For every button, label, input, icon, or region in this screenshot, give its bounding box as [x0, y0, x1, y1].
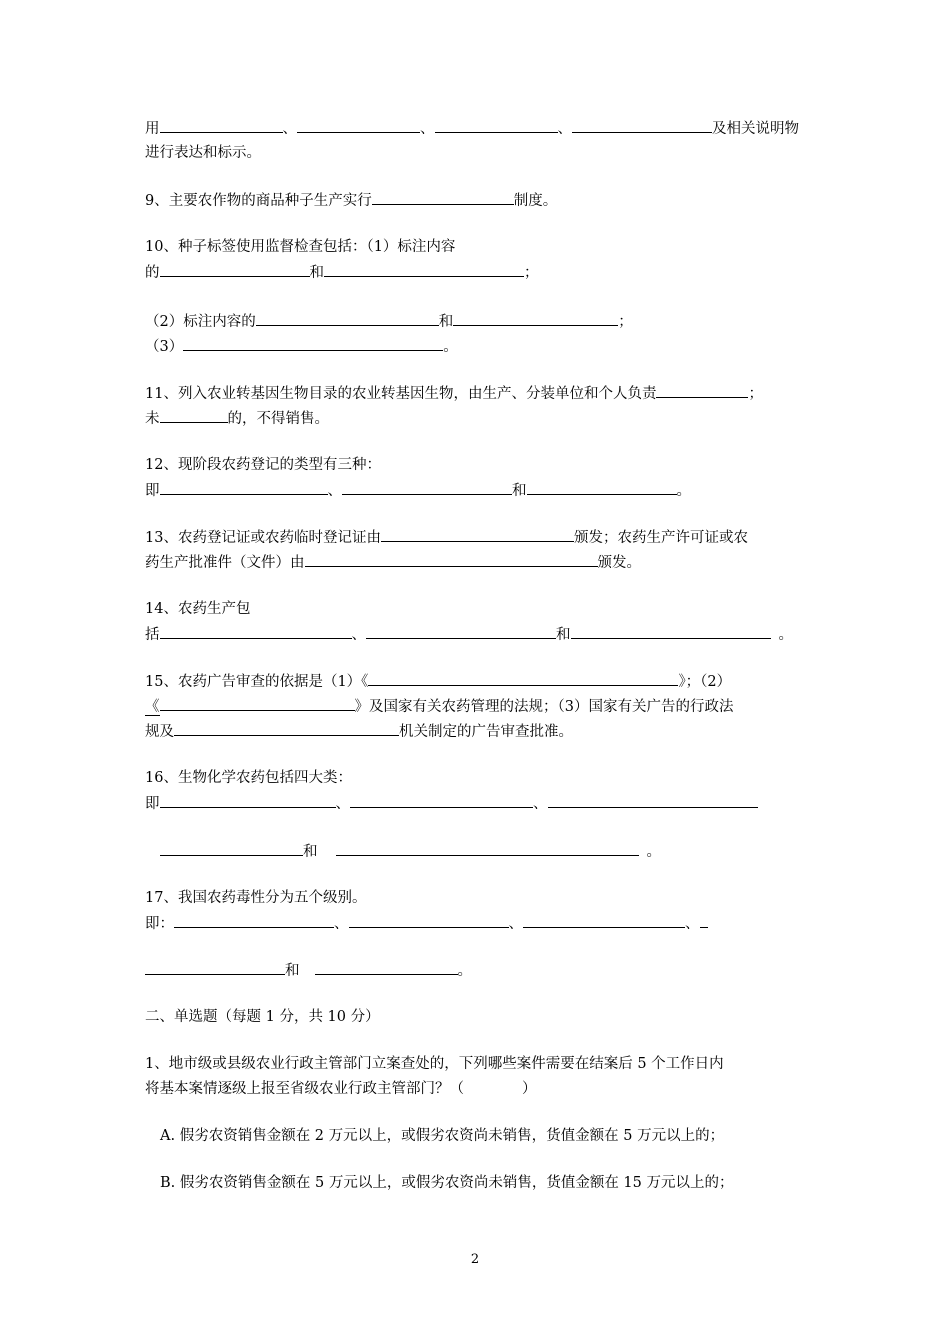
answer-blank[interactable]	[315, 960, 458, 975]
answer-blank[interactable]	[160, 118, 283, 133]
answer-blank[interactable]	[183, 336, 443, 351]
text: 和	[512, 483, 527, 499]
text: 用	[145, 121, 160, 137]
text: （2）标注内容的	[145, 314, 256, 330]
answer-blank[interactable]	[349, 913, 509, 928]
text: 、	[327, 483, 342, 499]
q10-line4	[145, 336, 458, 357]
text: 、	[533, 796, 548, 812]
text: 药生产批准件（文件）由	[145, 555, 305, 571]
text: ；	[524, 265, 539, 281]
answer-blank[interactable]	[297, 118, 420, 133]
text: 制度。	[513, 193, 558, 209]
text: 11、列入农业转基因生物目录的农业转基因生物，由生产、分装单位和个人负责	[145, 386, 657, 402]
text: 》；（2）	[678, 674, 732, 690]
answer-blank[interactable]	[381, 527, 574, 542]
text: 9、主要农作物的商品种子生产实行	[145, 193, 372, 209]
text: 。	[443, 339, 458, 355]
text: 。	[457, 963, 472, 979]
text: 和	[309, 265, 324, 281]
section-heading: 二、单选题（每题 1 分，共 10 分）	[145, 1009, 380, 1025]
text: 、	[334, 916, 349, 932]
answer-blank[interactable]	[572, 118, 712, 133]
page-number: 2	[470, 1252, 480, 1267]
text: 及相关说明物	[712, 121, 799, 137]
text: 13、农药登记证或农药临时登记证由	[145, 530, 381, 546]
text: 的	[145, 265, 160, 281]
answer-blank[interactable]	[160, 793, 336, 808]
q16-line3	[160, 841, 661, 862]
mc1-option-b[interactable]: B. 假劣农资销售金额在 5 万元以上，或假劣农资尚未销售，货值金额在 15 万元以上的；	[160, 1175, 734, 1191]
q17-line1: 17、我国农药毒性分为五个级别。	[145, 890, 367, 906]
text: 、	[351, 627, 366, 643]
q11-line1	[145, 383, 763, 404]
q12-line2	[145, 480, 691, 501]
q15-line1	[145, 671, 731, 692]
answer-blank[interactable]	[256, 311, 439, 326]
text: 》及国家有关农药管理的法规；（3）国家有关广告的行政法	[354, 699, 734, 715]
text: 、	[508, 916, 523, 932]
answer-blank[interactable]	[324, 262, 524, 277]
answer-blank[interactable]	[145, 960, 285, 975]
answer-blank[interactable]	[350, 793, 533, 808]
answer-blank[interactable]	[160, 841, 303, 856]
q10-line1: 10、种子标签使用监督检查包括：（1）标注内容	[145, 239, 456, 255]
answer-blank[interactable]	[160, 408, 228, 423]
text: 即：	[145, 916, 174, 932]
text: 颁发；农药生产许可证或农	[573, 530, 748, 546]
answer-blank[interactable]	[435, 118, 558, 133]
answer-blank[interactable]	[174, 913, 334, 928]
q13-line2	[145, 552, 641, 573]
answer-blank[interactable]	[453, 311, 618, 326]
q9-line	[145, 190, 557, 211]
text: 、	[282, 121, 297, 137]
text: 《	[145, 699, 160, 715]
q14-line2	[145, 624, 793, 645]
answer-blank[interactable]	[305, 552, 598, 567]
answer-blank[interactable]	[160, 696, 355, 711]
text: 、	[420, 121, 435, 137]
q16-line1: 16、生物化学农药包括四大类：	[145, 770, 352, 786]
answer-blank[interactable]	[160, 480, 328, 495]
text: 15、农药广告审查的依据是（1）《	[145, 674, 369, 690]
text: 、	[335, 796, 350, 812]
answer-blank[interactable]	[700, 913, 708, 928]
q14-line1: 14、农药生产包	[145, 601, 251, 617]
q8-line2: 进行表达和标示。	[145, 145, 261, 161]
q13-line1	[145, 527, 748, 548]
q16-line2	[145, 793, 758, 814]
text: 括	[145, 627, 160, 643]
text: 和	[556, 627, 571, 643]
text: 。	[778, 627, 793, 643]
answer-blank[interactable]	[160, 262, 310, 277]
answer-blank[interactable]	[342, 480, 512, 495]
text: 、	[557, 121, 572, 137]
text: 。	[646, 844, 661, 860]
q8-line1	[145, 118, 799, 139]
text: 即	[145, 483, 160, 499]
mc1-option-a[interactable]: A. 假劣农资销售金额在 2 万元以上，或假劣农资尚未销售，货值金额在 5 万元以上的；	[160, 1128, 725, 1144]
text: 的，不得销售。	[227, 411, 329, 427]
answer-blank[interactable]	[523, 913, 685, 928]
q11-line2	[145, 408, 329, 429]
mc1-stem-line1: 1、地市级或县级农业行政主管部门立案查处的，下列哪些案件需要在结案后 5 个工作日内	[145, 1056, 724, 1072]
answer-blank[interactable]	[527, 480, 677, 495]
text: 、	[685, 916, 700, 932]
text: 即	[145, 796, 160, 812]
text: 机关制定的广告审查批准。	[399, 724, 573, 740]
text: 颁发。	[597, 555, 641, 571]
answer-blank[interactable]	[372, 190, 514, 205]
answer-blank[interactable]	[174, 721, 399, 736]
text: ；	[618, 314, 633, 330]
q10-line3	[145, 311, 633, 332]
q10-line2	[145, 262, 539, 283]
answer-blank[interactable]	[336, 841, 639, 856]
answer-blank[interactable]	[368, 671, 678, 686]
q17-line2	[145, 913, 708, 934]
answer-blank[interactable]	[548, 793, 758, 808]
text: 未	[145, 411, 160, 427]
mc1-stem-line2: 将基本案情逐级上报至省级农业行政主管部门？（ ）	[145, 1081, 537, 1097]
q15-line2	[145, 696, 733, 717]
answer-blank[interactable]	[656, 383, 748, 398]
q15-line3	[145, 721, 573, 742]
text: ；	[748, 386, 763, 402]
text: （3）	[145, 339, 184, 355]
text: 。	[676, 483, 691, 499]
text: 和	[285, 963, 300, 979]
text: 规及	[145, 724, 174, 740]
text: 和	[438, 314, 454, 330]
answer-blank[interactable]	[571, 624, 771, 639]
q12-line1: 12、现阶段农药登记的类型有三种：	[145, 457, 381, 473]
text: 和	[303, 844, 318, 860]
answer-blank[interactable]	[160, 624, 352, 639]
q17-line3	[145, 960, 472, 981]
answer-blank[interactable]	[366, 624, 556, 639]
